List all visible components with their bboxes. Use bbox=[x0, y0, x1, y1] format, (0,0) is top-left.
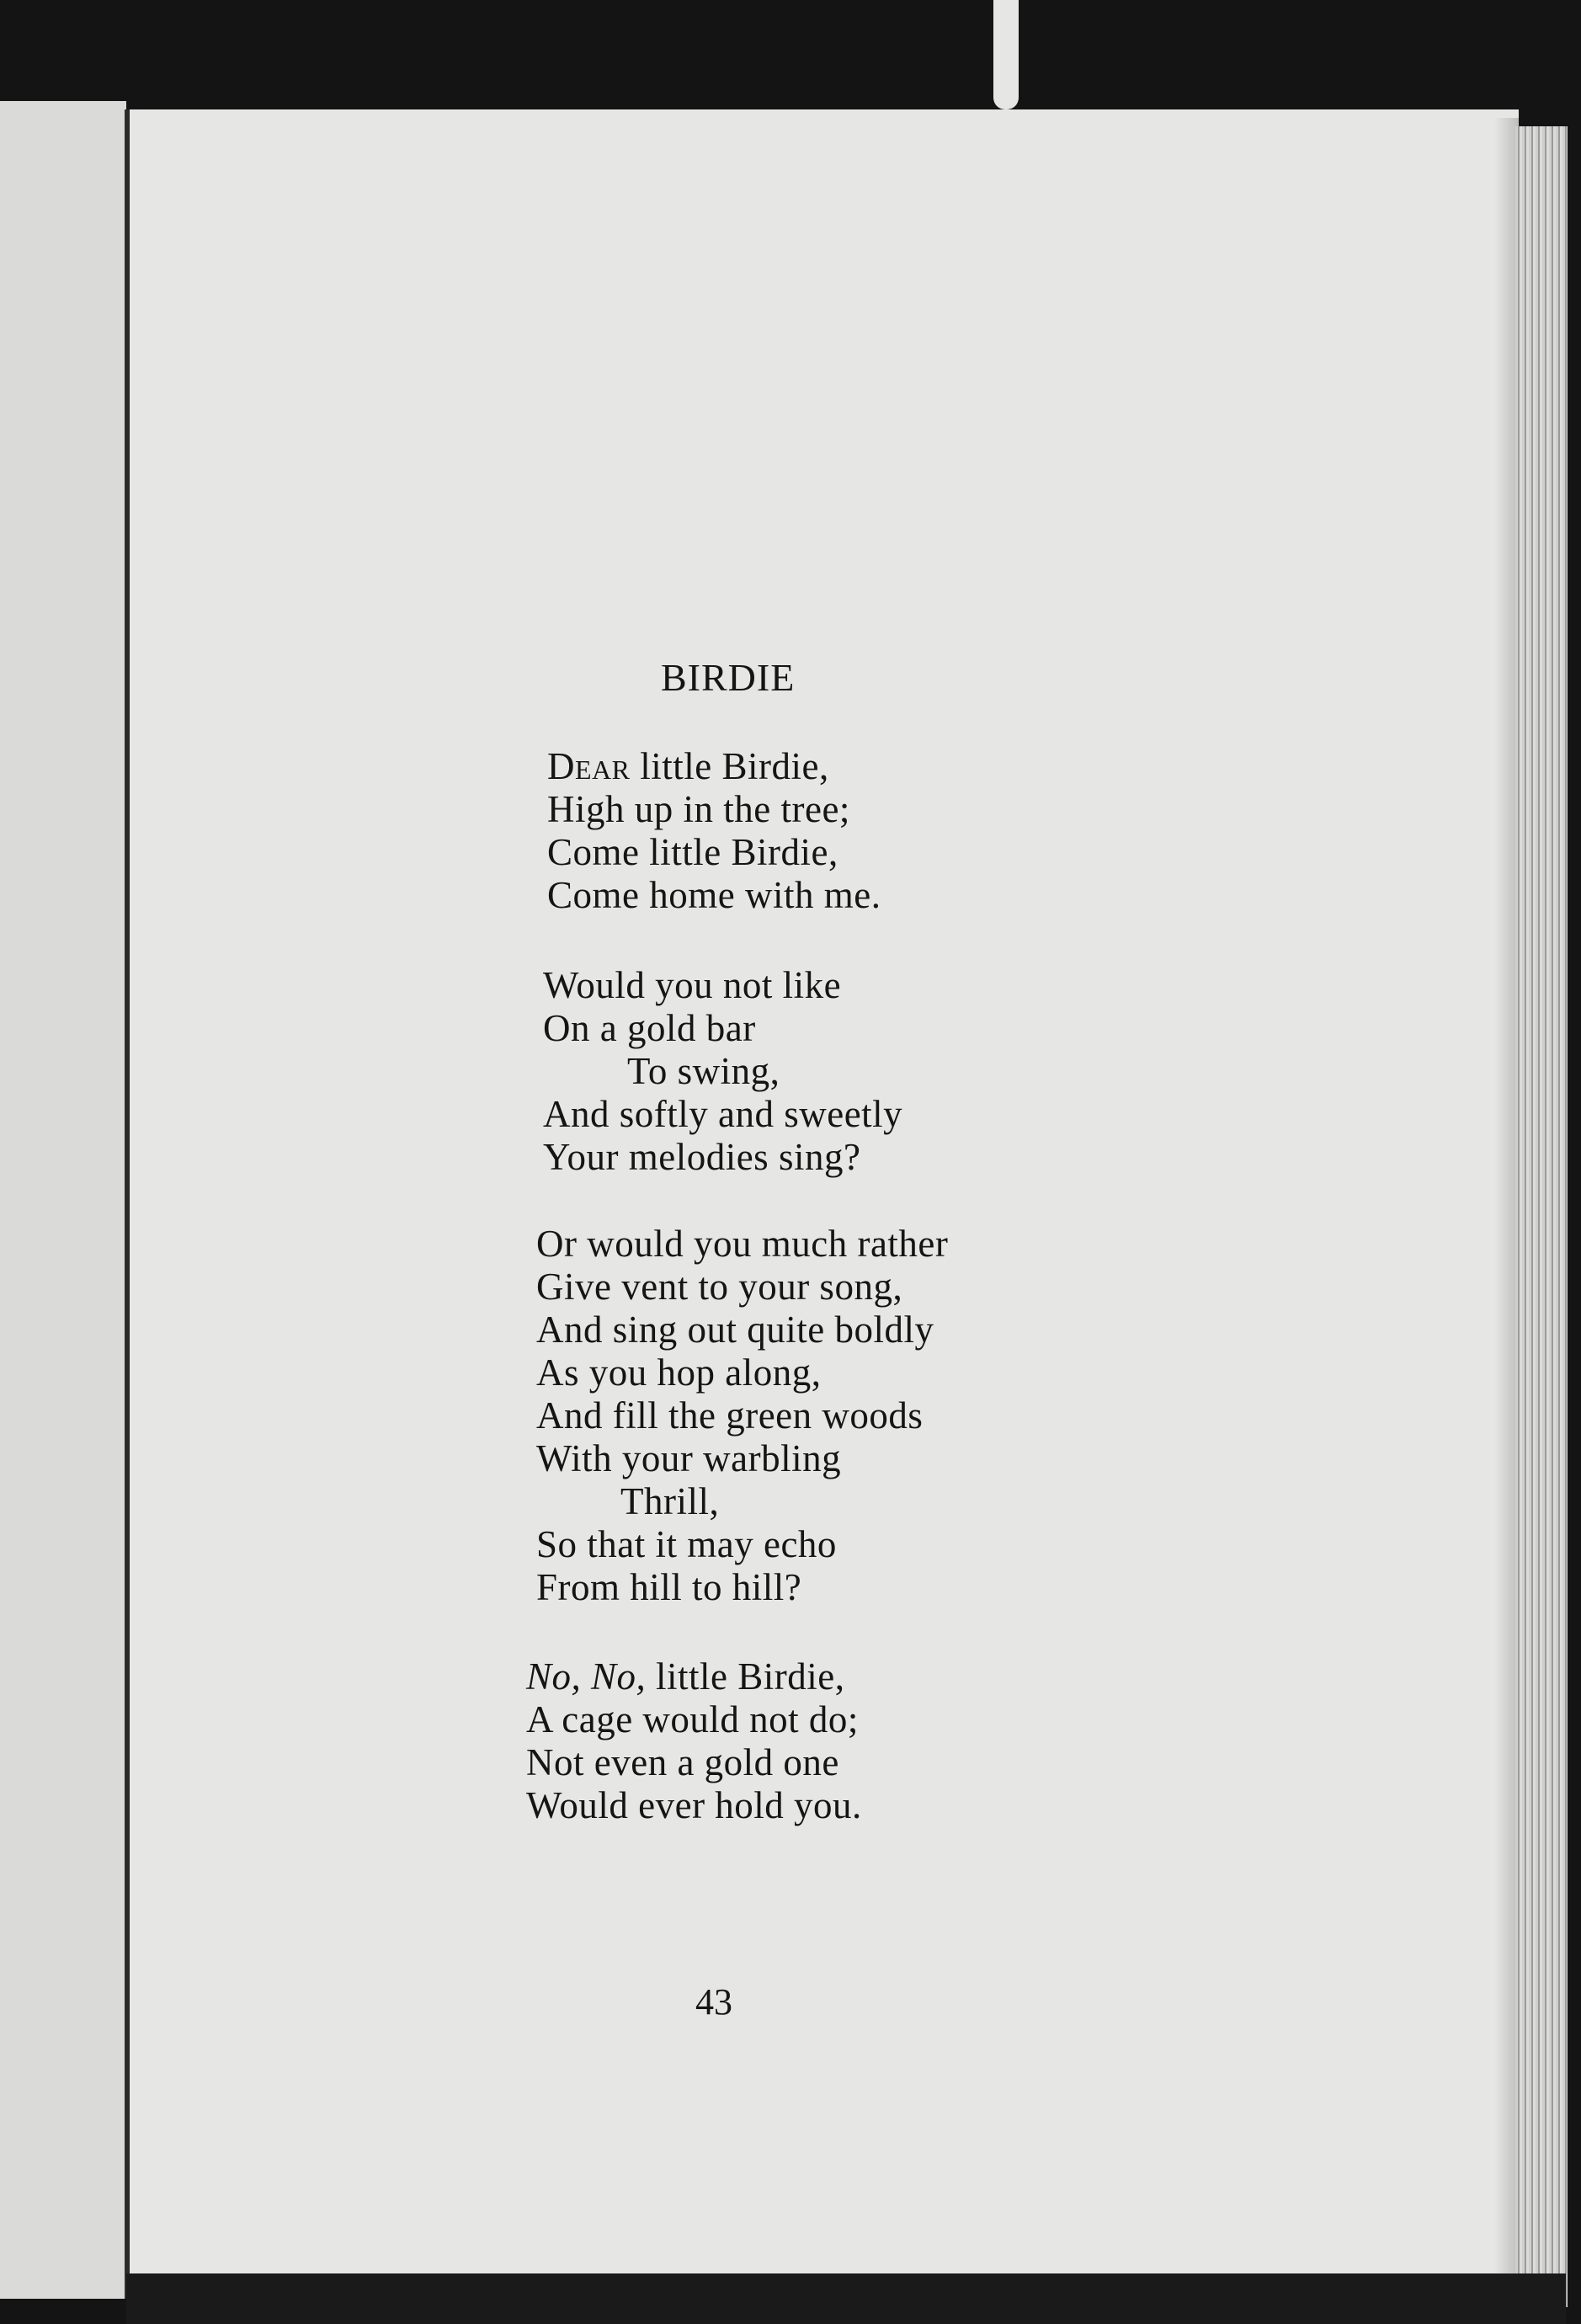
stanza-4 bbox=[526, 1655, 862, 1827]
poem-line-indented: To swing, bbox=[627, 1050, 780, 1092]
poem-line bbox=[547, 745, 881, 788]
poem-line: So that it may echo bbox=[536, 1523, 837, 1565]
poem-line: As you hop along, bbox=[536, 1351, 822, 1394]
drop-word: Dear bbox=[547, 745, 631, 787]
poem-line bbox=[526, 1655, 862, 1698]
poem-line: And sing out quite boldly bbox=[536, 1309, 934, 1351]
poem-line: And softly and sweetly bbox=[543, 1093, 903, 1135]
poem-line: Not even a gold one bbox=[526, 1741, 839, 1783]
poem-line: From hill to hill? bbox=[536, 1566, 802, 1608]
poem-line-indented: Thrill, bbox=[620, 1480, 720, 1522]
italic-phrase: No, No, bbox=[526, 1655, 647, 1698]
stanza-3 bbox=[536, 1223, 948, 1609]
poem-line: Give vent to your song, bbox=[536, 1266, 903, 1308]
poem-title: BIRDIE bbox=[661, 656, 796, 699]
poem-line: Or would you much rather bbox=[536, 1223, 949, 1265]
poem-line: On a gold bar bbox=[543, 1007, 756, 1049]
poem-line: And fill the green woods bbox=[536, 1394, 924, 1437]
stanza-1 bbox=[547, 745, 881, 917]
line-text: little Birdie, bbox=[646, 1655, 845, 1698]
poem-line: Come little Birdie, bbox=[547, 831, 838, 873]
page-number: 43 bbox=[695, 1981, 732, 2023]
stanza-2 bbox=[543, 964, 902, 1179]
line-text: little Birdie, bbox=[630, 745, 829, 787]
poem-line: Would you not like bbox=[543, 964, 842, 1006]
poem-line: Your melodies sing? bbox=[543, 1136, 861, 1178]
poem-line: High up in the tree; bbox=[547, 788, 850, 830]
poem-line: Come home with me. bbox=[547, 874, 881, 916]
poem-line: A cage would not do; bbox=[526, 1698, 859, 1740]
poem-line: Would ever hold you. bbox=[526, 1784, 862, 1826]
poem-line: With your warbling bbox=[536, 1437, 842, 1479]
